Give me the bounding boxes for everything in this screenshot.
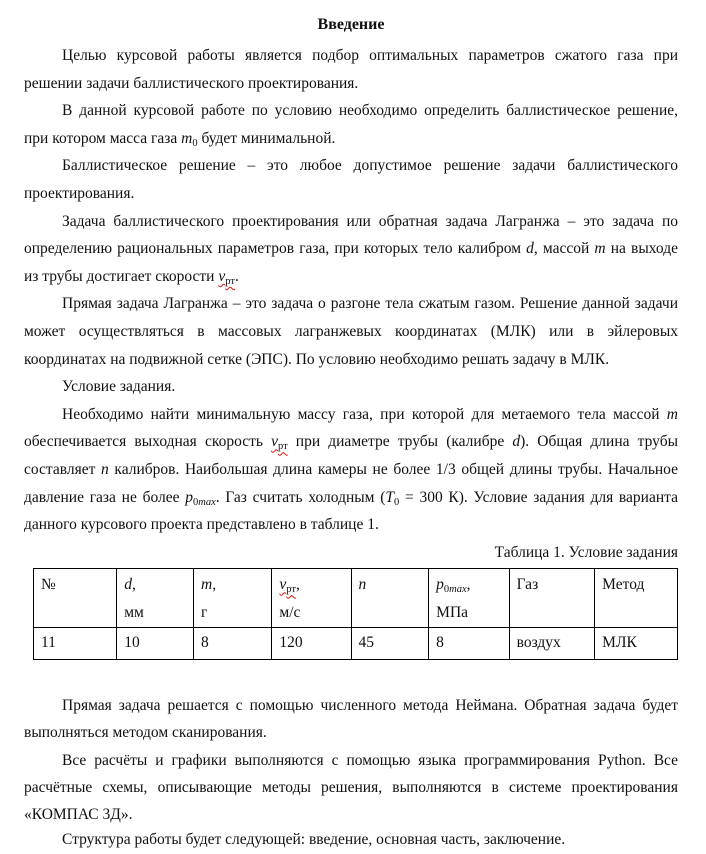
conditions-table (33, 568, 678, 660)
table-data-cell: 11 (34, 628, 117, 660)
paragraph: В данной курсовой работе по условию необходимо определить баллистическое решение, при котором масса газа m0 будет минимальной. (24, 102, 678, 149)
paragraph: Задача баллистического проектирования или обратная задача Лагранжа – это задача по определению рациональных параметров газа, при которых тело калибром d, массой m на выходе из трубы достигает скорости vрт. (24, 212, 679, 287)
table-data-cell: 8 (429, 628, 509, 660)
table-data-cell: 120 (272, 628, 351, 660)
paragraph: Целью курсовой работы является подбор оптимальных параметров сжатого газа при решении задачи баллистического проектирования. (24, 47, 678, 92)
post-table-paragraphs (24, 692, 678, 853)
paragraph: Баллистическое решение – это любое допустимое решение задачи баллистического проектирования. (24, 157, 678, 202)
table-data-cell: МЛК (595, 628, 678, 660)
table-caption: Таблица 1. Условие задания (494, 543, 678, 561)
paragraph: Прямая задача Лагранжа – это задача о разгоне тела сжатым газом. Решение данной задачи может осуществляться в массовых лагранжевых координатах (МЛК) или в эйлеровых координатах на подвижной сетке (ЭПС). По условию необходимо решать задачу в МЛК. (24, 295, 678, 368)
paragraph: Условие задания. (62, 378, 176, 396)
table-data-row (34, 628, 678, 660)
paragraph: Прямая задача решается с помощью численного метода Неймана. Обратная задача будет выполняться методом сканирования. (24, 697, 678, 742)
table-data-cell: 8 (194, 628, 272, 660)
table-header-cell: m, г (194, 569, 272, 628)
doc-title: Введение (317, 16, 385, 33)
table-header-cell: d, мм (117, 569, 194, 628)
table-header-cell: № (34, 569, 117, 628)
paragraph: Необходимо найти минимальную массу газа, при которой для метаемого тела массой m обеспечивается выходная скорость vрт при диаметре трубы (калибре d). Общая длина трубы составляет n калибров. Наибольшая длина камеры не более 1/3 общей длины трубы. Начальное давление газа не более p0max. Газ считать холодным (T0 = 300 К). Условие задания для варианта данного курсового проекта представлено в таблице 1. (24, 405, 679, 534)
pre-table-paragraphs (24, 42, 678, 539)
table-data-cell: 45 (351, 628, 429, 660)
table-data-cell: 10 (117, 628, 194, 660)
table-data-cell: воздух (509, 628, 595, 660)
table-header-cell: p0max, МПа (429, 569, 509, 628)
paragraph-clipped: Структура работы будет следующей: введение, основная часть, заключение. (62, 831, 566, 849)
table-header-cell: n (351, 569, 429, 628)
paragraph: Все расчёты и графики выполняются с помощью языка программирования Python. Все расчётные схемы, описывающие методы решения, выполняются в системе проектирования «КОМПАС 3Д». (24, 751, 678, 824)
table-header-row (34, 569, 678, 628)
table-header-cell: Метод (595, 569, 678, 628)
table-header-cell: vрт, м/с (272, 569, 351, 628)
table-header-cell: Газ (509, 569, 595, 628)
